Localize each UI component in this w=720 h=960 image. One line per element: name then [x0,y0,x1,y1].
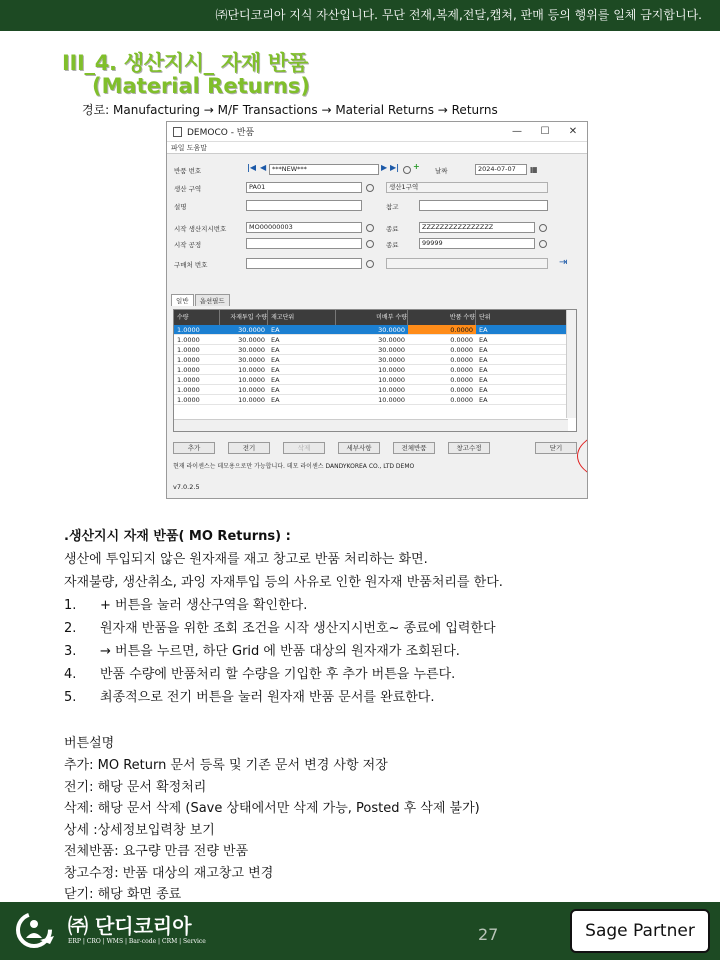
window-title: DEMOCO - 반품 [187,128,255,138]
delete-button[interactable]: 삭제 [283,442,325,454]
mo-to-label: 종료 [386,225,399,233]
step-text: 반품 수량에 반품처리 할 수량을 기입한 후 추가 버튼을 누른다. [100,667,456,682]
table-row[interactable] [174,395,576,405]
table-cell: 1.0000 [177,396,200,404]
op-from-field[interactable] [246,238,362,249]
col-undistributed-qty[interactable]: 미배부 수량 [336,310,408,325]
table-cell: EA [479,336,488,344]
table-cell: EA [479,356,488,364]
table-row[interactable] [174,375,576,385]
step-item [64,594,704,617]
description-line: 자재불량, 생산취소, 과잉 자재투입 등의 사유로 인한 원자재 반품처리를 한다. [64,575,503,590]
page-subtitle: (Material Returns) [92,74,310,98]
section-title: .생산지시 자재 반품( MO Returns) : [64,529,291,544]
table-cell[interactable]: 0.0000 [450,366,473,374]
table-cell: 1.0000 [177,386,200,394]
col-qty[interactable]: 수량 [174,310,220,325]
page-title: III_4. 생산지시_ 자재 반품 [62,51,308,75]
app-icon [173,127,182,137]
breadcrumb: 경로: Manufacturing → M/F Transactions → Material Returns → Returns [82,103,498,117]
table-cell[interactable]: 0.0000 [408,325,476,334]
table-cell: 1.0000 [177,376,200,384]
close-button[interactable]: 닫기 [535,442,577,454]
footer [0,902,720,960]
page-number: 27 [478,925,499,944]
table-cell: 10.0000 [378,376,405,384]
buyer-name-field [386,258,548,269]
description-section [64,525,704,906]
table-cell: 30.0000 [238,336,265,344]
grid-vertical-scrollbar[interactable] [566,310,576,418]
desc-field[interactable] [246,200,362,211]
op-from-search-icon[interactable] [366,240,374,248]
table-cell: 10.0000 [238,376,265,384]
mo-to-field[interactable]: ZZZZZZZZZZZZZZZZ [419,222,535,233]
doc-search-icon[interactable] [403,166,411,174]
step-item [64,640,704,663]
step-text: + 버튼을 눌러 생산구역을 확인한다. [100,598,308,613]
header-form [167,154,587,304]
desc-label: 설명 [174,203,187,211]
nav-first-icon[interactable]: |◀ [247,163,257,172]
add-new-icon[interactable]: + [413,162,420,171]
warehouse-edit-button[interactable]: 창고수정 [448,442,490,454]
op-to-label: 종료 [386,241,399,249]
buyer-field[interactable] [246,258,362,269]
table-row[interactable] [174,385,576,395]
buyer-search-icon[interactable] [366,260,374,268]
op-to-field[interactable]: 99999 [419,238,535,249]
dandi-logo-icon [10,910,58,952]
table-row[interactable] [174,355,576,365]
table-cell: 1.0000 [177,356,200,364]
step-item [64,617,704,640]
table-cell: 30.0000 [378,336,405,344]
copyright-notice: ㈜단디코리아 지식 자산입니다. 무단 전재,복제,전달,캡쳐, 판매 등의 행위를 일체 금지합니다. [0,0,720,31]
table-cell[interactable]: 0.0000 [450,356,473,364]
table-cell: 10.0000 [378,366,405,374]
mo-from-label: 시작 생산지시번호 [174,225,227,233]
date-label: 날짜 [435,167,448,175]
maximize-button[interactable]: ☐ [540,126,550,137]
grid-horizontal-scrollbar[interactable] [174,419,568,431]
step-item [64,663,704,686]
mo-from-search-icon[interactable] [366,224,374,232]
returns-window [166,121,588,499]
button-section-title: 버튼설명 [64,736,115,751]
table-cell[interactable]: 0.0000 [450,346,473,354]
tab-general[interactable]: 일반 [171,294,194,306]
button-description-line: 상세 :상세정보입력창 보기 [64,822,215,838]
table-cell: EA [271,366,280,374]
table-cell: EA [271,346,280,354]
buyer-label: 구매처 번호 [174,261,208,269]
post-button[interactable]: 전기 [228,442,270,454]
table-cell: 10.0000 [238,396,265,404]
minimize-button[interactable]: — [512,126,522,137]
table-cell: 1.0000 [177,326,200,334]
step-number: 2. [64,621,77,636]
close-window-button[interactable]: ✕ [568,126,578,137]
steps-list [64,594,704,709]
mo-from-field[interactable]: MO00000003 [246,222,362,233]
table-cell: 30.0000 [238,326,265,334]
company-name: ㈜ 단디코리아 [68,914,192,938]
table-cell: EA [271,336,280,344]
step-text: 원자재 반품을 위한 조회 조건을 시작 생산지시번호~ 종료에 입력한다 [100,621,496,636]
table-cell: EA [479,366,488,374]
description-line: 생산에 투입되지 않은 원자재를 재고 창고로 반품 처리하는 화면. [64,552,428,567]
step-item [64,686,704,709]
go-arrow-icon[interactable]: ⇥ [559,257,568,268]
add-button[interactable]: 추가 [173,442,215,454]
table-cell: 10.0000 [238,366,265,374]
nav-next-icon[interactable]: ▶ [381,163,388,172]
step-number: 4. [64,667,77,682]
col-return-qty[interactable]: 반품 수량 [408,310,476,325]
ref-field[interactable] [419,200,548,211]
button-bar [173,442,577,454]
company-services: ERP | CRO | WMS | Bar-code | CRM | Service [68,938,206,945]
table-cell[interactable]: 0.0000 [450,336,473,344]
nav-prev-icon[interactable]: ◀ [260,163,267,172]
return-all-button[interactable]: 전체반품 [393,442,435,454]
table-row[interactable] [174,335,576,345]
tab-strip [171,294,231,306]
table-cell[interactable]: 0.0000 [450,376,473,384]
button-description-line: 추가: MO Return 문서 등록 및 기존 문서 변경 사항 저장 [64,758,388,773]
date-field[interactable]: 2024-07-07 [475,164,527,175]
area-field[interactable]: PA01 [246,182,362,193]
table-cell: EA [271,386,280,394]
table-cell: 30.0000 [238,346,265,354]
return-lines-grid[interactable] [173,309,577,432]
table-cell: 1.0000 [177,346,200,354]
table-cell[interactable]: 0.0000 [450,386,473,394]
step-text: → 버튼을 누르면, 하단 Grid 에 반품 대상의 원자재가 조회된다. [100,644,460,659]
table-cell: EA [271,356,280,364]
table-cell: 10.0000 [378,396,405,404]
button-descriptions [64,755,704,906]
table-cell: EA [271,326,280,334]
tab-optional-fields[interactable]: 옵션필드 [195,294,230,306]
table-row[interactable] [174,345,576,355]
doc-no-field[interactable]: ***NEW*** [269,164,379,175]
area-label: 생산 구역 [174,185,202,193]
step-text: 최종적으로 전기 버튼을 눌러 원자재 반품 문서를 완료한다. [100,690,435,705]
table-cell: EA [479,376,488,384]
table-cell: EA [479,346,488,354]
table-cell: 30.0000 [378,356,405,364]
area-search-icon[interactable] [366,184,374,192]
button-description-line: 닫기: 해당 화면 종료 [64,887,182,902]
button-description-line: 전체반품: 요구량 만큼 전량 반품 [64,844,249,859]
col-stock-uom[interactable]: 재고단위 [268,310,336,325]
grid-header [174,310,576,325]
highlight-circle [577,428,588,484]
license-notice: 현재 라이센스는 데모용으로만 가능합니다. 데모 라이센스 DANDYKOREA CO., LTD DEMO [173,463,415,470]
table-row[interactable] [174,325,576,335]
table-cell[interactable]: 0.0000 [450,396,473,404]
table-cell: 1.0000 [177,366,200,374]
table-cell: 1.0000 [177,336,200,344]
table-cell: EA [479,386,488,394]
table-cell: 10.0000 [238,386,265,394]
nav-last-icon[interactable]: ▶| [390,163,400,172]
col-issued-qty[interactable]: 자재투입 수량 [220,310,268,325]
mo-to-search-icon[interactable] [539,224,547,232]
area-name-field: 생산1구역 [386,182,548,193]
op-from-label: 시작 공정 [174,241,202,249]
menu-bar[interactable]: 파일 도움말 [167,142,587,154]
table-row[interactable] [174,365,576,375]
step-number: 5. [64,690,77,705]
button-description-line: 창고수정: 반품 대상의 재고창고 변경 [64,865,274,881]
table-cell: 30.0000 [238,356,265,364]
window-titlebar [167,122,587,142]
step-number: 1. [64,598,77,613]
ref-label: 참고 [386,203,399,211]
step-number: 3. [64,644,77,659]
table-cell: EA [479,326,488,334]
table-cell: 30.0000 [378,326,405,334]
sage-partner-logo: Sage Partner [570,909,710,953]
table-cell: EA [271,396,280,404]
doc-no-label: 반품 번호 [174,167,202,175]
op-to-search-icon[interactable] [539,240,547,248]
table-cell: 30.0000 [378,346,405,354]
calendar-icon[interactable]: ▦ [530,165,538,174]
table-cell: 10.0000 [378,386,405,394]
grid-body [174,325,576,405]
version-label: v7.0.2.5 [173,483,200,491]
button-description-line: 전기: 해당 문서 확정처리 [64,779,207,795]
detail-button[interactable]: 세부사항 [338,442,380,454]
table-cell: EA [479,396,488,404]
col-uom[interactable]: 단위 [476,310,571,325]
button-description-line: 삭제: 해당 문서 삭제 (Save 상태에서만 삭제 가능, Posted 후 삭제 불가) [64,801,480,816]
table-cell: EA [271,376,280,384]
